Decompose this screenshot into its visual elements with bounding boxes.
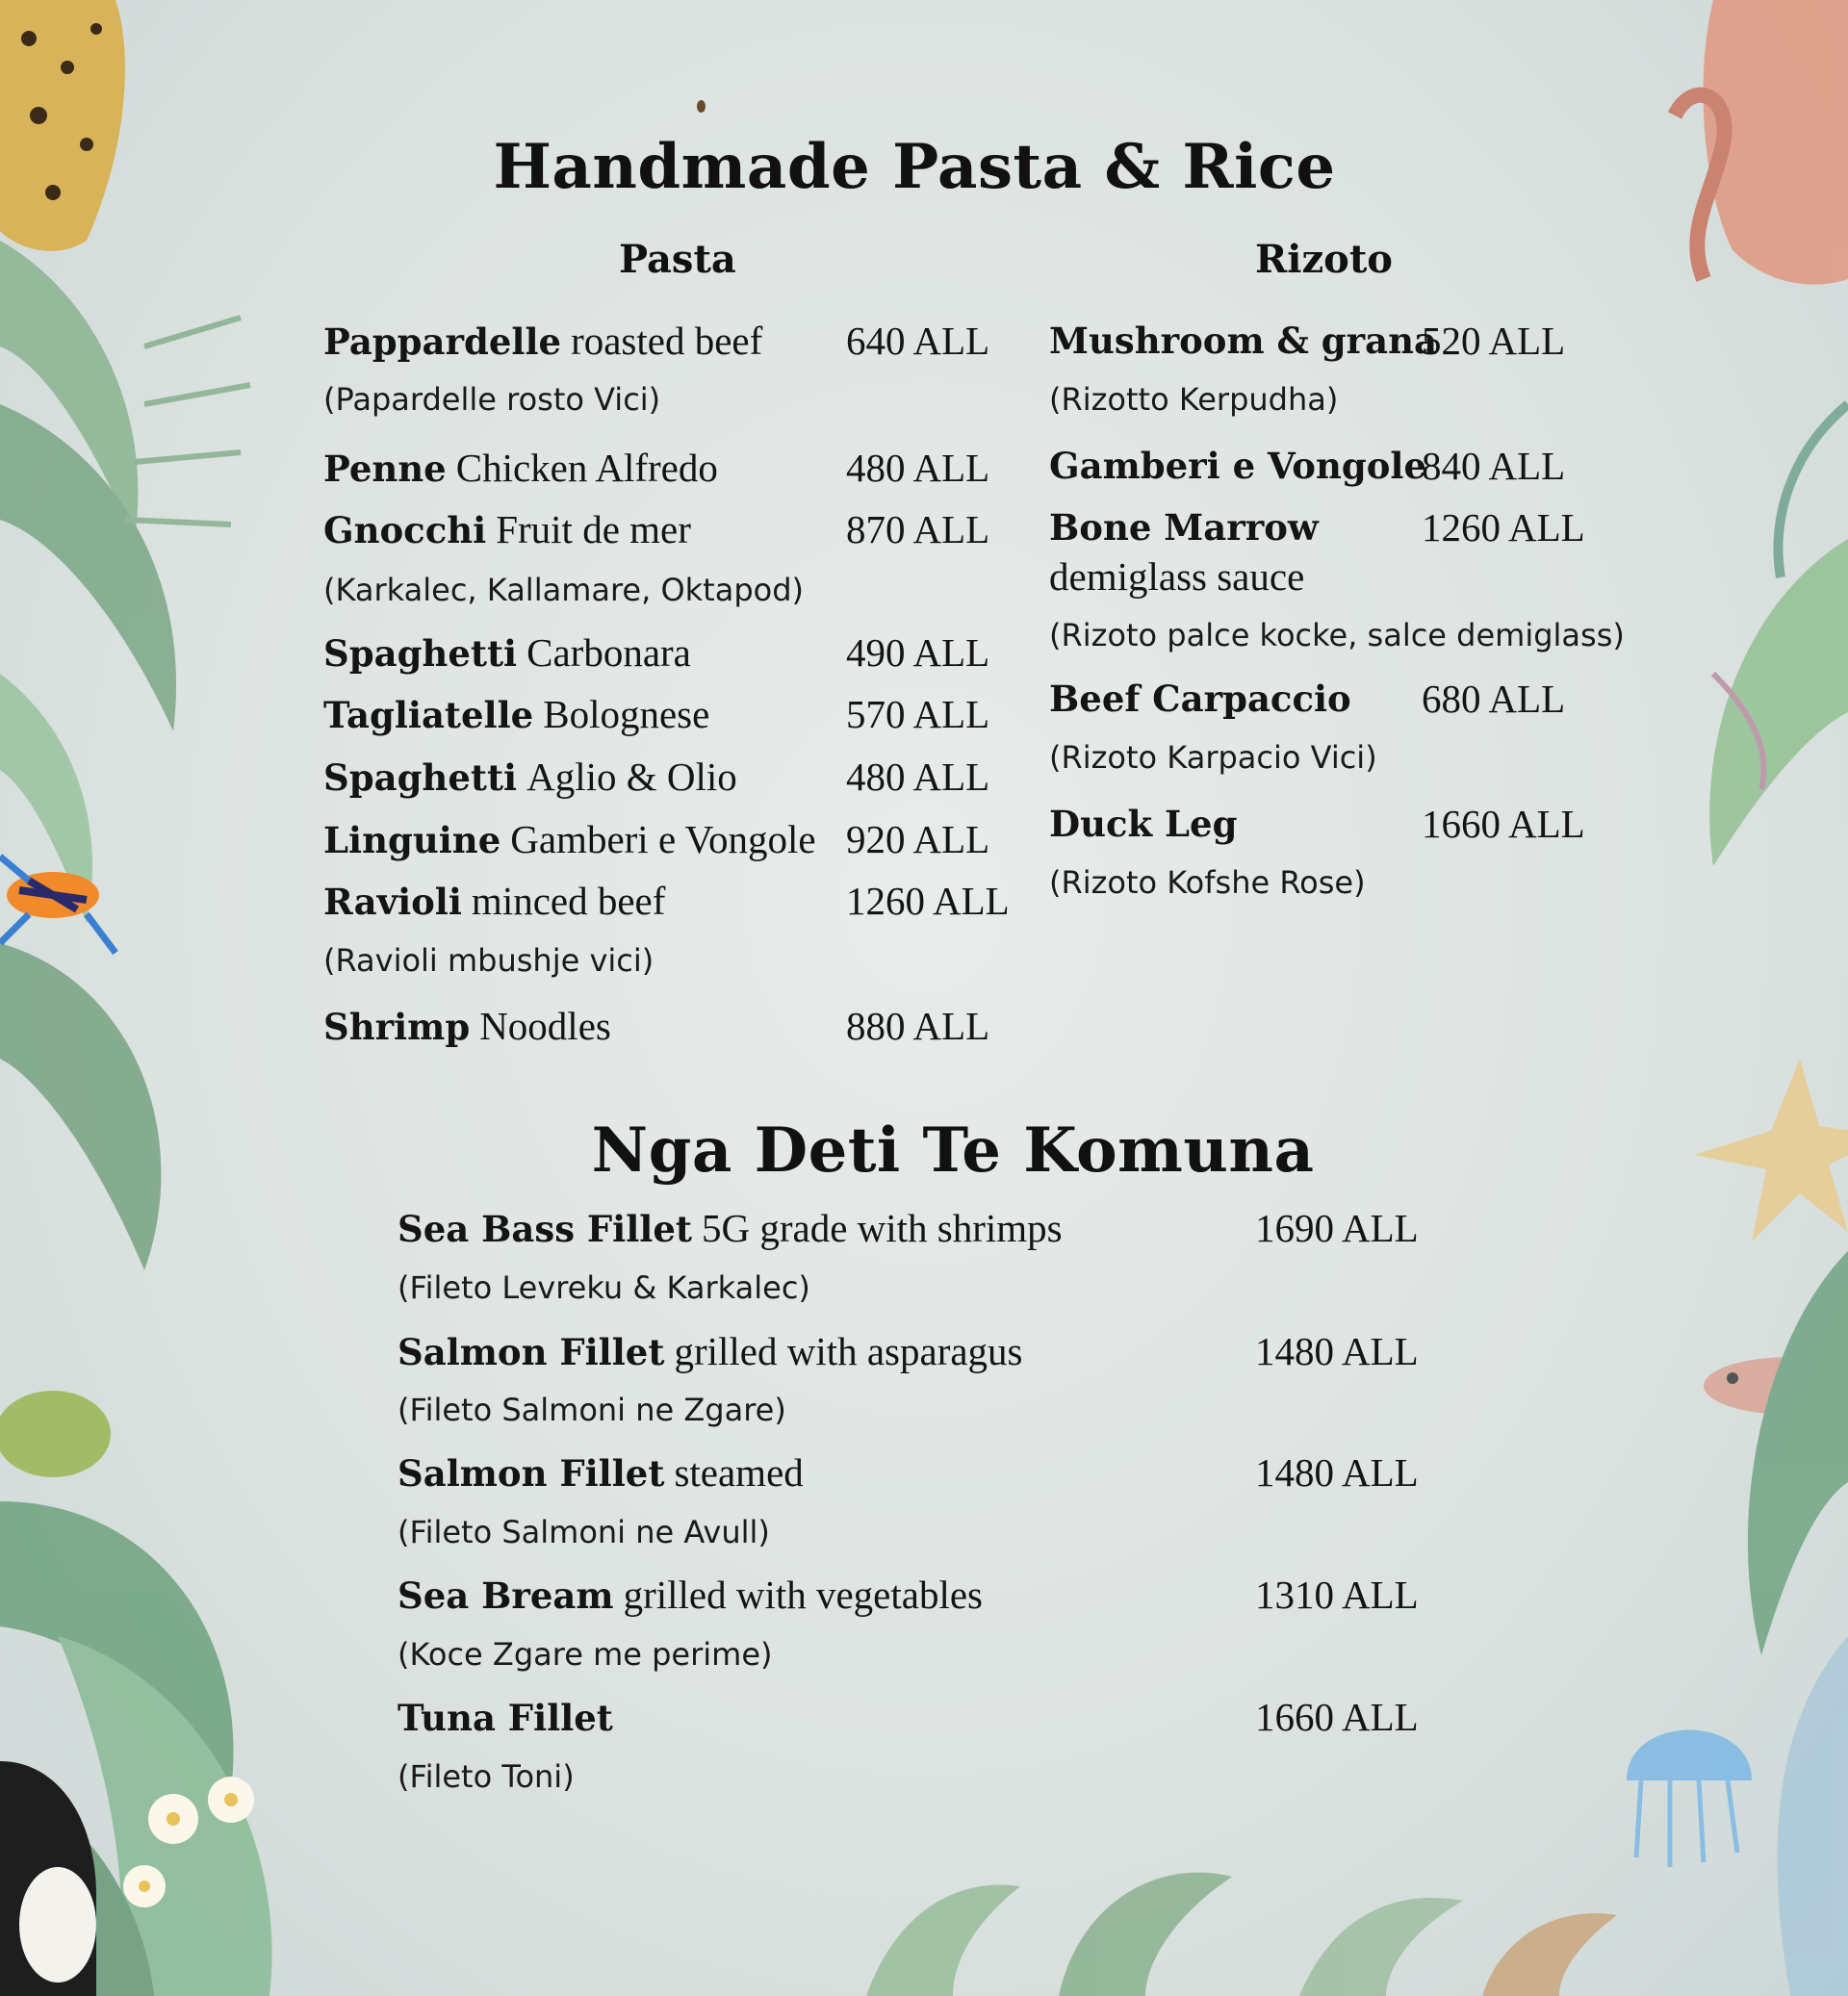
menu-item-name [398,1206,1063,1250]
item-desc: Fruit de mer [496,507,691,551]
menu-item-name [398,1698,613,1737]
item-translation: (Rizotto Kerpudha) [1049,381,1339,418]
item-translation: (Papardelle rosto Vici) [323,381,661,418]
menu-item-name [323,630,691,675]
item-desc: Gamberi e Vongole [510,817,816,861]
item-name: Sea Bass Fillet [398,1208,692,1250]
menu-item-name [323,1004,611,1048]
item-name: Mushroom & grana [1049,320,1437,362]
item-desc: steamed [674,1450,804,1495]
menu-item-name [323,692,710,736]
menu-item-name [1049,679,1351,718]
item-name: Spaghetti [323,756,518,799]
item-desc: roasted beef [571,319,763,363]
menu-item-name [398,1329,1023,1373]
item-price: 840 ALL [1422,444,1566,488]
item-name: Salmon Fillet [398,1331,665,1373]
item-desc: 5G grade with shrimps [701,1206,1063,1250]
item-price: 1260 ALL [846,879,1010,923]
item-description [1049,554,1305,599]
item-name: Sea Bream [398,1574,614,1617]
item-price: 1690 ALL [1255,1206,1419,1250]
column-heading-pasta: Pasta [619,237,736,282]
section-title-pasta-rice: Handmade Pasta & Rice [493,131,1336,203]
menu-item-name [323,448,718,488]
item-price: 1480 ALL [1255,1329,1419,1373]
item-price: 480 ALL [846,755,990,799]
item-price: 520 ALL [1422,319,1566,363]
item-name: Gnocchi [323,509,487,551]
item-desc: grilled with asparagus [674,1329,1023,1373]
item-price: 1310 ALL [1255,1573,1419,1617]
item-name: Shrimp [323,1006,471,1048]
item-translation: (Fileto Salmoni ne Zgare) [398,1392,786,1428]
menu-item-name [1049,805,1237,843]
column-heading-rizoto: Rizoto [1255,237,1393,282]
item-price: 1260 ALL [1422,505,1585,550]
section-title-sea: Nga Deti Te Komuna [591,1114,1315,1187]
item-name: Salmon Fillet [398,1452,665,1495]
item-name: Gamberi e Vongole [1049,445,1427,487]
item-translation: (Rizoto palce kocke, salce demiglass) [1049,617,1625,653]
menu-item-name [1049,508,1319,547]
item-name: Spaghetti [323,632,518,675]
item-name: Beef Carpaccio [1049,678,1351,720]
item-name: Tuna Fillet [398,1697,613,1739]
menu-item-name [323,879,666,923]
item-price: 870 ALL [846,507,990,551]
menu-item-name [323,817,816,861]
item-name: Tagliatelle [323,694,534,736]
item-desc: Aglio & Olio [526,755,737,799]
item-translation: (Fileto Salmoni ne Avull) [398,1514,770,1550]
menu-item-name [1049,321,1437,360]
item-price: 1480 ALL [1255,1450,1419,1495]
item-name: Linguine [323,819,501,861]
item-price: 480 ALL [846,446,990,490]
item-translation: (Fileto Toni) [398,1758,575,1795]
menu-item-name [1049,447,1426,485]
item-name: Bone Marrow [1049,506,1319,549]
item-price: 1660 ALL [1255,1695,1419,1739]
item-desc: demiglass sauce [1049,554,1305,599]
item-translation: (Koce Zgare me perime) [398,1636,773,1673]
item-price: 920 ALL [846,817,990,861]
item-price: 640 ALL [846,319,990,363]
item-name: Duck Leg [1049,803,1238,845]
item-translation: (Ravioli mbushje vici) [323,942,654,979]
item-desc: Noodles [479,1004,611,1048]
item-price: 490 ALL [846,630,990,675]
item-price: 680 ALL [1422,677,1566,721]
menu-item-name [398,1450,804,1495]
item-desc: grilled with vegetables [623,1573,984,1617]
item-translation: (Fileto Levreku & Karkalec) [398,1269,810,1306]
menu-item-name [323,321,762,361]
item-desc: minced beef [471,879,666,923]
item-desc: Bolognese [543,692,710,736]
menu-item-name [323,757,737,797]
item-desc: Carbonara [526,630,691,675]
item-desc: Chicken Alfredo [455,446,718,490]
item-name: Ravioli [323,881,462,923]
menu-item-name [398,1575,983,1615]
item-price: 880 ALL [846,1004,990,1048]
item-translation: (Karkalec, Kallamare, Oktapod) [323,572,805,608]
item-price: 1660 ALL [1422,802,1585,846]
item-name: Pappardelle [323,320,562,363]
item-price: 570 ALL [846,692,990,736]
item-translation: (Rizoto Kofshe Rose) [1049,864,1366,901]
menu-item-name [323,507,691,551]
item-translation: (Rizoto Karpacio Vici) [1049,739,1377,776]
item-name: Penne [323,448,447,490]
